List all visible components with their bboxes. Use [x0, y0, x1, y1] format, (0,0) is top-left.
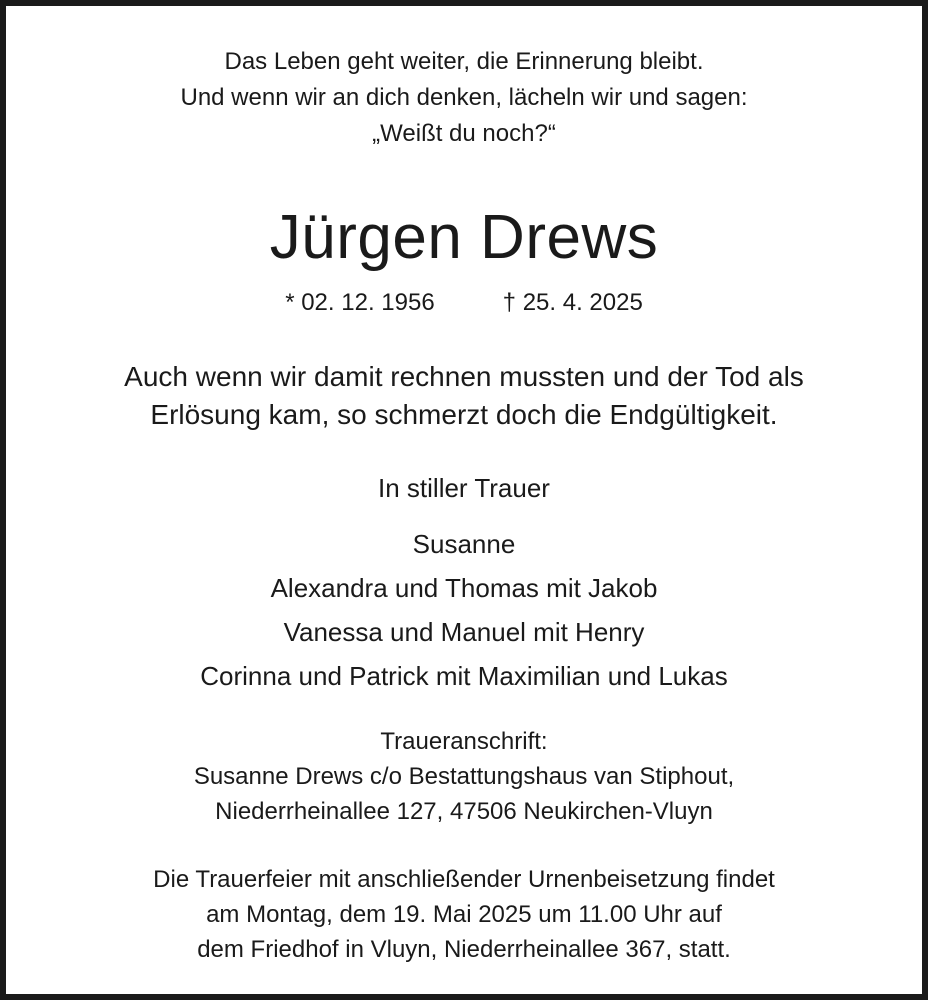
mourner-entry: Alexandra und Thomas mit Jakob [270, 573, 658, 603]
funeral-ceremony-info [6, 862, 922, 967]
motto-quote [6, 44, 922, 152]
message-line: Auch wenn wir damit rechnen mussten und der Tod als [124, 361, 804, 392]
motto-line: „Weißt du noch?“ [372, 120, 556, 147]
mourning-address [6, 724, 922, 829]
mourner-entry: Corinna und Patrick mit Maximilian und Lukas [200, 661, 728, 691]
ceremony-line: am Montag, dem 19. Mai 2025 um 11.00 Uhr auf [206, 901, 722, 928]
mourner-entry: Susanne [412, 529, 516, 559]
mourner-entry: Vanessa und Manuel mit Henry [283, 617, 645, 647]
address-line: Susanne Drews c/o Bestattungshaus van Stiphout, [193, 763, 735, 790]
motto-line: Das Leben geht weiter, die Erinnerung bleibt. [224, 48, 704, 75]
address-line: Niederrheinallee 127, 47506 Neukirchen-Vluyn [215, 798, 713, 825]
condolence-message [6, 358, 922, 434]
deceased-name: Jürgen Drews [269, 203, 659, 272]
ceremony-line: Die Trauerfeier mit anschließender Urnenbeisetzung findet [153, 866, 775, 893]
address-label: Traueranschrift: [380, 728, 548, 755]
life-dates [6, 287, 922, 319]
ceremony-line: dem Friedhof in Vluyn, Niederrheinallee 367, statt. [197, 936, 731, 963]
mourning-intro: In stiller Trauer [378, 473, 550, 503]
death-date: † 25. 4. 2025 [502, 289, 643, 316]
message-line: Erlösung kam, so schmerzt doch die Endgültigkeit. [150, 399, 778, 430]
mourners-list [6, 522, 922, 698]
motto-line: Und wenn wir an dich denken, lächeln wir und sagen: [180, 84, 748, 111]
birth-date: * 02. 12. 1956 [285, 289, 435, 316]
